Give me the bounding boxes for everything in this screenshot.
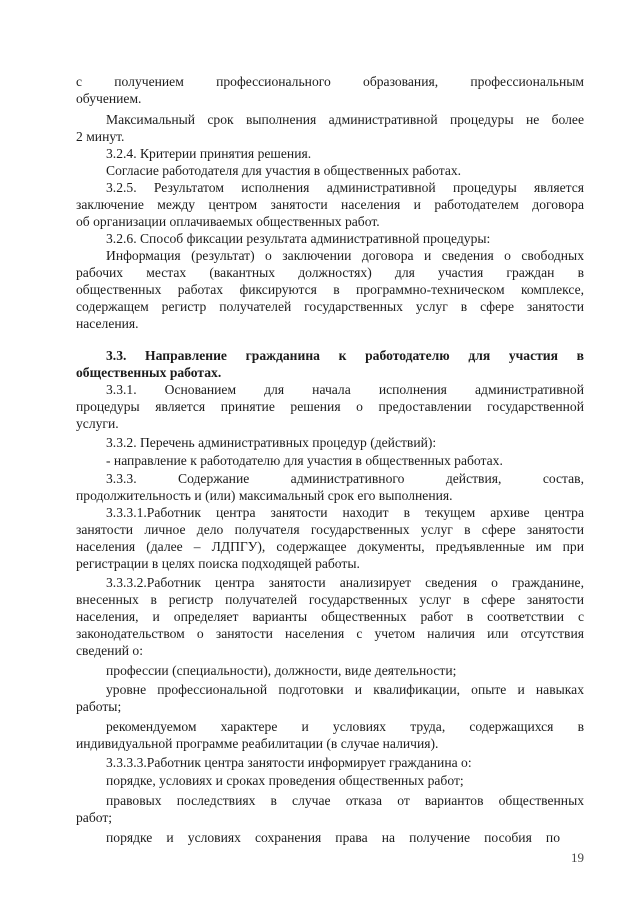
section-heading: общественных работах. xyxy=(76,365,222,380)
text-line: 3.2.5. Результатом исполнения административной процедуры является xyxy=(106,180,584,195)
text-line: рекомендуемом характере и условиях труда, содержащихся в xyxy=(106,719,584,734)
text-line: Информация (результат) о заключении договора и сведения о свободных xyxy=(106,248,584,263)
text-line: об организации оплачиваемых общественных работ. xyxy=(76,214,380,229)
text-line: внесенных в регистр получателей государственных услуг в сфере занятости xyxy=(76,592,584,607)
text-line: уровне профессиональной подготовки и квалификации, опыте и навыках xyxy=(106,682,584,697)
text-line: индивидуальной программе реабилитации (в случае наличия). xyxy=(76,736,439,751)
text-line: населения. xyxy=(76,316,139,331)
text-line: - направление к работодателю для участия в общественных работах. xyxy=(106,453,503,468)
text-line: 3.3.2. Перечень административных процедур (действий): xyxy=(106,435,437,450)
text-line: заключение между центром занятости населения и работодателем договора xyxy=(76,197,584,212)
text-line: 2 минут. xyxy=(76,129,125,144)
text-line: рабочих местах (вакантных должностях) для участия граждан в xyxy=(76,265,584,280)
text-line: населения, и определяет варианты общественных работ в соответствии с xyxy=(76,609,584,624)
text-line: правовых последствиях в случае отказа от вариантов общественных xyxy=(106,793,584,808)
section-heading: 3.3. Направление гражданина к работодателю для участия в xyxy=(106,348,584,363)
text-line: 3.2.6. Способ фиксации результата административной процедуры: xyxy=(106,231,491,246)
text-line: занятости личное дело получателя государственных услуг в сфере занятости xyxy=(76,522,584,537)
text-line: общественных работах фиксируются в программно-техническом комплексе, xyxy=(76,282,584,297)
text-line: работы; xyxy=(76,699,122,714)
text-line: порядке, условиях и сроках проведения общественных работ; xyxy=(106,773,464,788)
text-line: сведений о: xyxy=(76,643,143,658)
text-line: профессии (специальности), должности, виде деятельности; xyxy=(106,663,457,678)
text-line: 3.3.3.2.Работник центра занятости анализирует сведения о гражданине, xyxy=(106,575,584,590)
text-line: 3.3.1. Основанием для начала исполнения административной xyxy=(106,382,584,397)
text-line: работ; xyxy=(76,810,113,825)
text-line: регистрации в целях поиска подходящей работы. xyxy=(76,556,360,571)
text-line: порядке и условиях сохранения права на получение пособия по xyxy=(106,830,560,845)
text-line: Максимальный срок выполнения административной процедуры не более xyxy=(106,112,584,127)
text-line: процедуры является принятие решения о предоставлении государственной xyxy=(76,399,584,414)
text-line: законодательством о занятости населения с учетом наличия или отсутствия xyxy=(76,626,584,641)
text-line: населения (далее – ЛДПГУ), содержащее документы, предъявленные им при xyxy=(76,539,584,554)
text-line: содержащем регистр получателей государственных услуг в сфере занятости xyxy=(76,299,584,314)
page-number: 19 xyxy=(571,850,584,865)
text-line: обучением. xyxy=(76,91,142,106)
text-line: 3.3.3.3.Работник центра занятости информирует гражданина о: xyxy=(106,755,472,770)
text-line: Согласие работодателя для участия в общественных работах. xyxy=(106,163,462,178)
text-line: 3.3.3. Содержание административного действия, состав, xyxy=(106,471,584,486)
text-line: 3.3.3.1.Работник центра занятости находит в текущем архиве центра xyxy=(106,505,584,520)
text-line: услуги. xyxy=(76,416,119,431)
text-line: продолжительность и (или) максимальный срок его выполнения. xyxy=(76,488,453,503)
text-line: 3.2.4. Критерии принятия решения. xyxy=(106,146,312,161)
text-line: с получением профессионального образования, профессиональным xyxy=(76,74,584,89)
